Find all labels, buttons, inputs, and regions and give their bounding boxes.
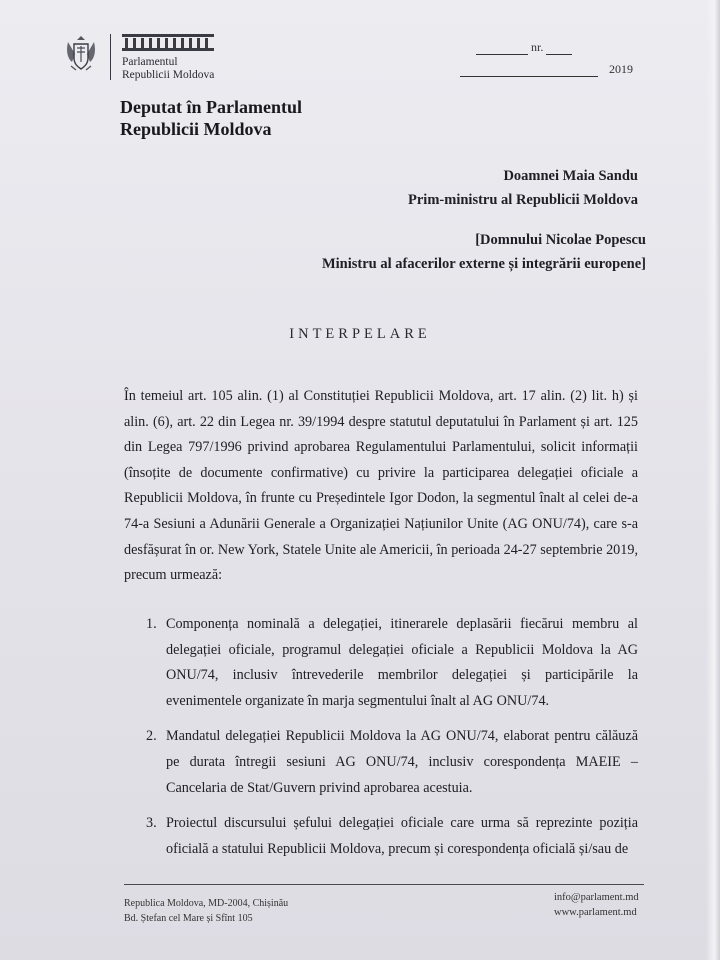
footer-address-line-2: Bd. Ștefan cel Mare și Sfînt 105 (124, 913, 253, 924)
coat-of-arms-icon (64, 32, 98, 74)
institution-line-1: Parlamentul (122, 56, 178, 68)
blank-field (476, 54, 528, 55)
footer-contact (554, 890, 639, 920)
addressee-primary (408, 164, 638, 212)
list-item-text: Proiectul discursului șefului delegației oficiale care urma să reprezinte poziția oficială a statului Republicii Moldova, precum și corespondența oficială și/sau de (166, 815, 638, 857)
list-item (124, 724, 638, 801)
registration-number-line (476, 40, 572, 55)
request-list (124, 612, 638, 872)
sender-title-line-2: Republicii Moldova (120, 119, 272, 139)
footer-email[interactable]: info@parlament.md (554, 892, 639, 903)
header-divider (110, 34, 111, 80)
list-item (124, 811, 638, 862)
footer-website[interactable]: www.parlament.md (554, 907, 637, 918)
list-item-number: 3. (146, 815, 157, 832)
sender-title (120, 96, 302, 140)
footer-address-line-1: Republica Moldova, MD-2004, Chișinău (124, 898, 289, 909)
year: 2019 (609, 62, 633, 76)
parliament-building-icon (122, 32, 214, 52)
document-title: INTERPELARE (289, 326, 431, 342)
list-item-number: 1. (146, 616, 157, 632)
blank-field (460, 76, 598, 77)
list-item (124, 612, 638, 714)
addressee-secondary (322, 228, 646, 276)
addressee-position: Ministru al afacerilor externe și integrării europene] (321, 256, 646, 272)
body-paragraph: În temeiul art. 105 alin. (1) al Constituției Republicii Moldova, art. 17 alin. (2) lit. h) și alin. (6), art. 22 din Legea nr. 39/1994 despre statutul deputatului în Parlament și art. 125 din Legea 797/1996 privind aprobarea Regulamentului Parlamentului, solicit informații (însoțite de documente confirmative) cu privire la participarea delegației oficiale a Republicii Moldova, în frunte cu Președintele Igor Dodon, la segmentul înalt al celei de-a 74-a Sesiuni a Adunării Generale a Organizației Națiunilor Unite (AG ONU/74), care s-a desfășurat în or. New York, Statele Unite ale Americii, în perioada 24-27 septembrie 2019, precum urmează: (124, 388, 638, 584)
list-item-number: 2. (146, 728, 157, 745)
date-line (460, 62, 633, 77)
institution-line-2: Republicii Moldova (122, 69, 215, 81)
blank-field (546, 54, 572, 55)
addressee-position: Prim-ministru al Republicii Moldova (408, 192, 638, 208)
nr-label: nr. (531, 40, 544, 54)
addressee-name: Doamnei Maia Sandu (503, 168, 638, 184)
list-item-text: Mandatul delegației Republicii Moldova la AG ONU/74, elaborat pentru călăuză pe durata întregii sesiuni AG ONU/74, inclusiv corespondența MAEIE – Cancelaria de Stat/Guvern privind aprobarea acestuia. (166, 728, 638, 796)
footer-divider (124, 884, 644, 885)
list-item-text: Componența nominală a delegației, itinerarele deplasării fiecărui membru al delegației oficiale, programul delegației oficiale a Republicii Moldova la AG ONU/74, inclusiv întrevederile membrilor delegației și participările la evenimentele organizate în marja segmentului înalt al AG ONU/74. (166, 616, 638, 709)
institution-name (122, 56, 214, 82)
sender-title-line-1: Deputat în Parlamentul (120, 97, 302, 117)
addressee-name: [Domnului Nicolae Popescu (475, 232, 646, 248)
footer-address (124, 896, 288, 926)
